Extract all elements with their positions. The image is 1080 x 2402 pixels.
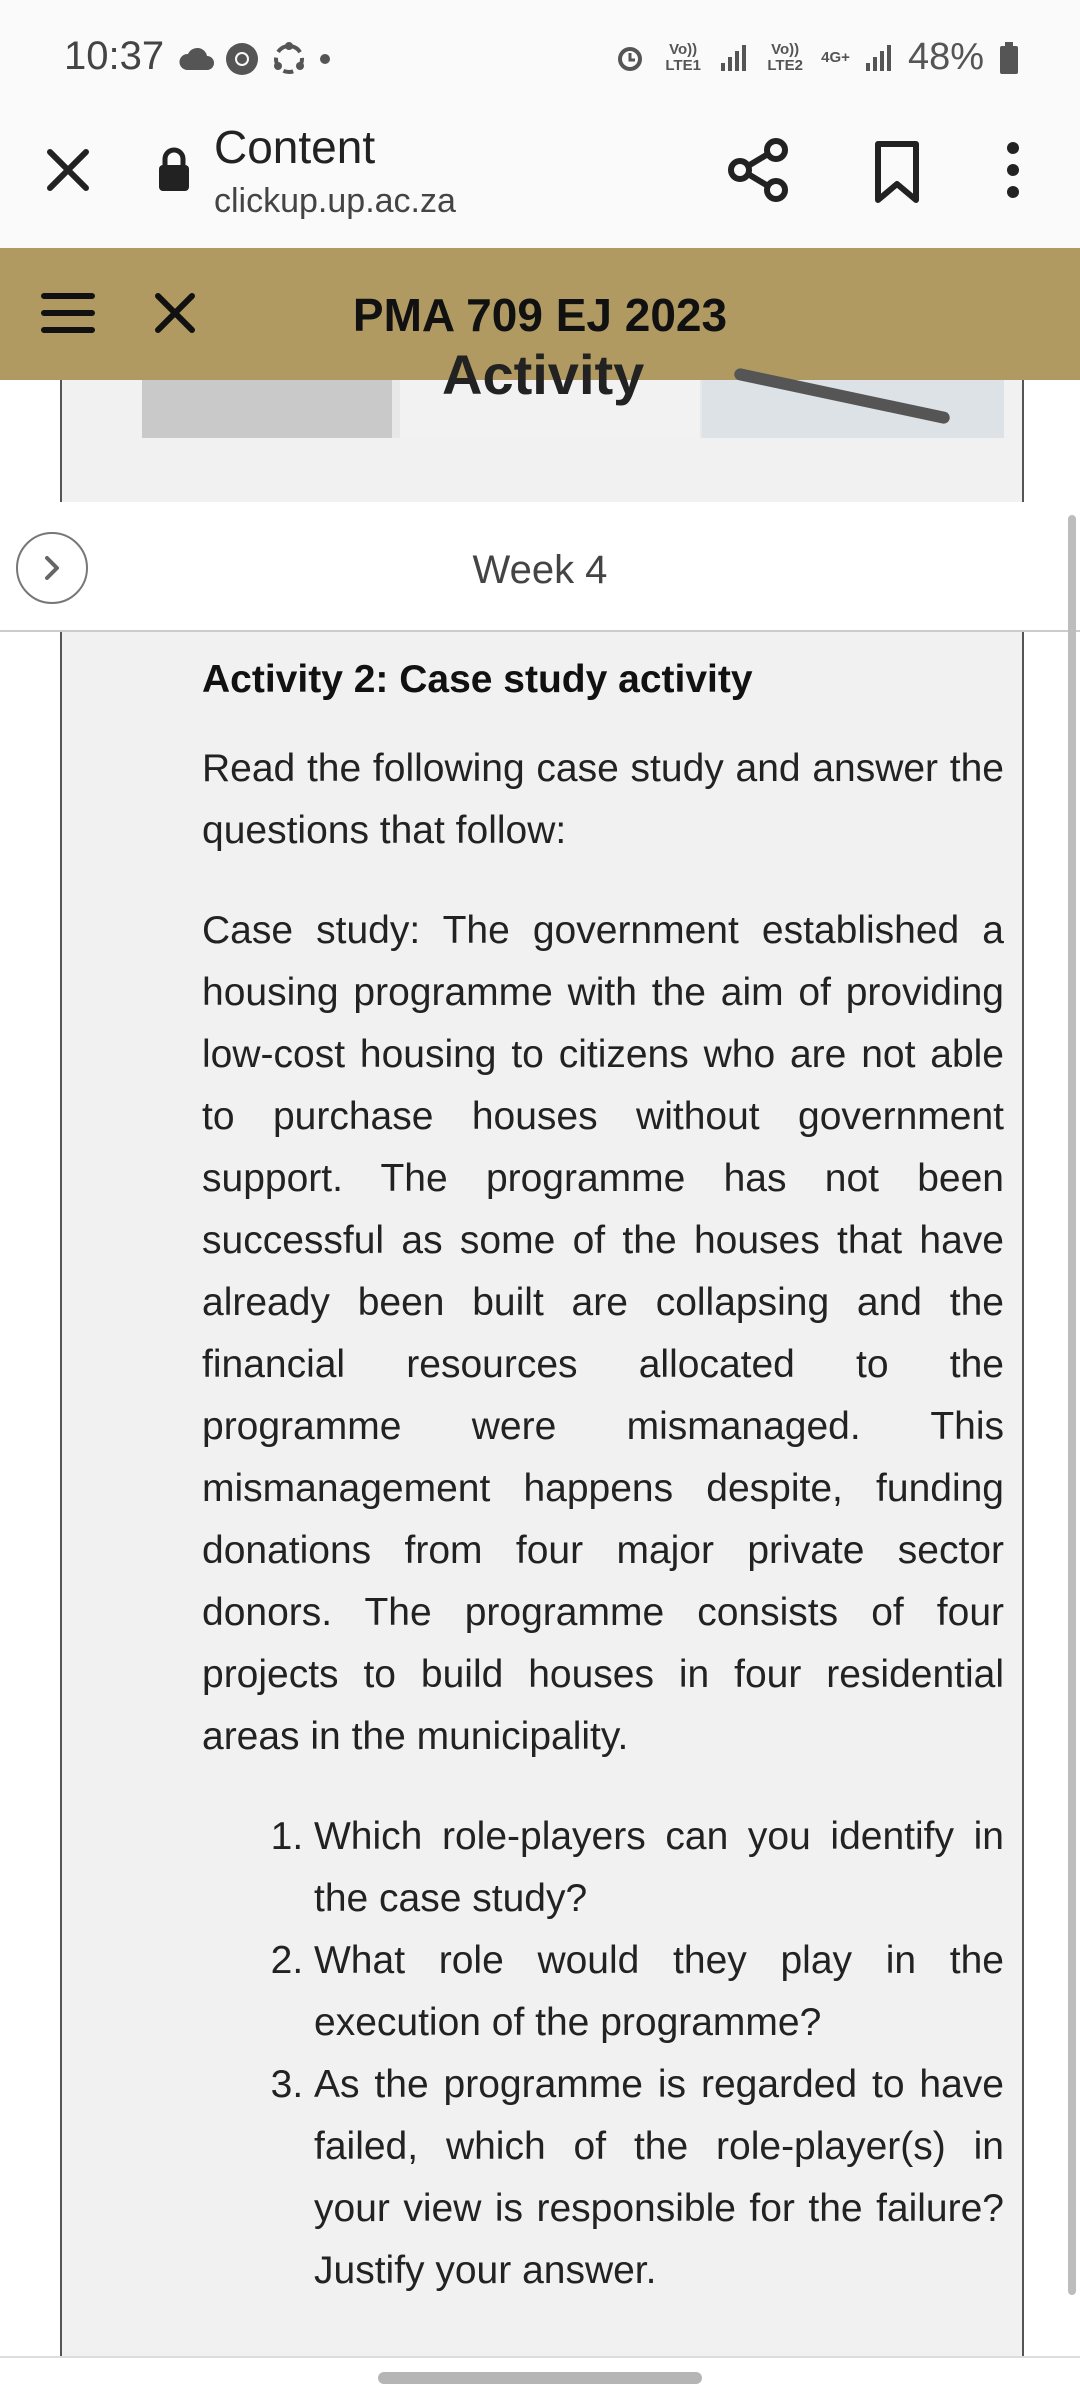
network-type: 4G+ [821, 48, 850, 66]
notification-icons [178, 40, 332, 78]
activity-heading: Activity 2: Case study activity [202, 658, 753, 701]
more-options-icon[interactable] [988, 134, 1038, 206]
sync-icon [270, 40, 308, 78]
close-course-icon[interactable] [148, 286, 202, 340]
banner-notebook [142, 380, 392, 438]
question-list [202, 1806, 1004, 2302]
signal-icon [864, 43, 894, 73]
week-label: Week 4 [472, 548, 608, 592]
scrollbar[interactable] [1068, 515, 1076, 2295]
page-title: Content [214, 121, 376, 173]
dot-icon [318, 52, 332, 66]
question-item: 2. What role would they play in the execution of the programme? [314, 1930, 1004, 2054]
share-icon[interactable] [722, 134, 794, 206]
close-icon[interactable] [38, 140, 98, 200]
course-title: PMA 709 EJ 2023 [352, 289, 728, 341]
status-bar [0, 0, 1080, 120]
week-header [0, 502, 1080, 632]
page-url[interactable]: clickup.up.ac.za [214, 182, 456, 220]
activity-content [202, 650, 1004, 2302]
bookmark-icon[interactable] [862, 136, 932, 206]
browser-header [0, 120, 1080, 249]
chrome-icon [224, 41, 260, 77]
banner-paper [702, 380, 1004, 438]
alarm-icon [613, 41, 647, 75]
banner-word: Activity [442, 343, 645, 406]
system-icons [613, 36, 1020, 79]
activity-banner-image [142, 343, 1004, 438]
cloud-icon [178, 46, 214, 72]
status-time: 10:37 [64, 34, 165, 78]
intro-paragraph: Read the following case study and answer the questions that follow: [202, 747, 1004, 852]
sim2-label: Vo)) LTE2 [767, 40, 803, 74]
signal-icon [719, 43, 749, 73]
battery-icon [998, 41, 1020, 75]
question-item: 3. As the programme is regarded to have failed, which of the role-player(s) in your view is responsible for the failure? Justify your answer. [314, 2054, 1004, 2302]
question-item: 1. Which role-players can you identify in the case study? [314, 1806, 1004, 1930]
sim1-label: Vo)) LTE1 [665, 40, 701, 74]
lock-icon [156, 146, 192, 194]
gesture-handle[interactable] [378, 2372, 702, 2384]
battery-level: 48% [907, 36, 984, 78]
case-study-paragraph: Case study: The government established a housing programme with the aim of providing low-cost housing to citizens who are not able to purchase houses without government support. The programme has not been successful as some of the houses that have already been built are collapsing and the financial resources allocated to the programme were mismanaged. This mismanagement happens despite, funding donations from four major private sector donors. The programme consists of four projects to build houses in four residential areas in the municipality. [202, 909, 1004, 1758]
